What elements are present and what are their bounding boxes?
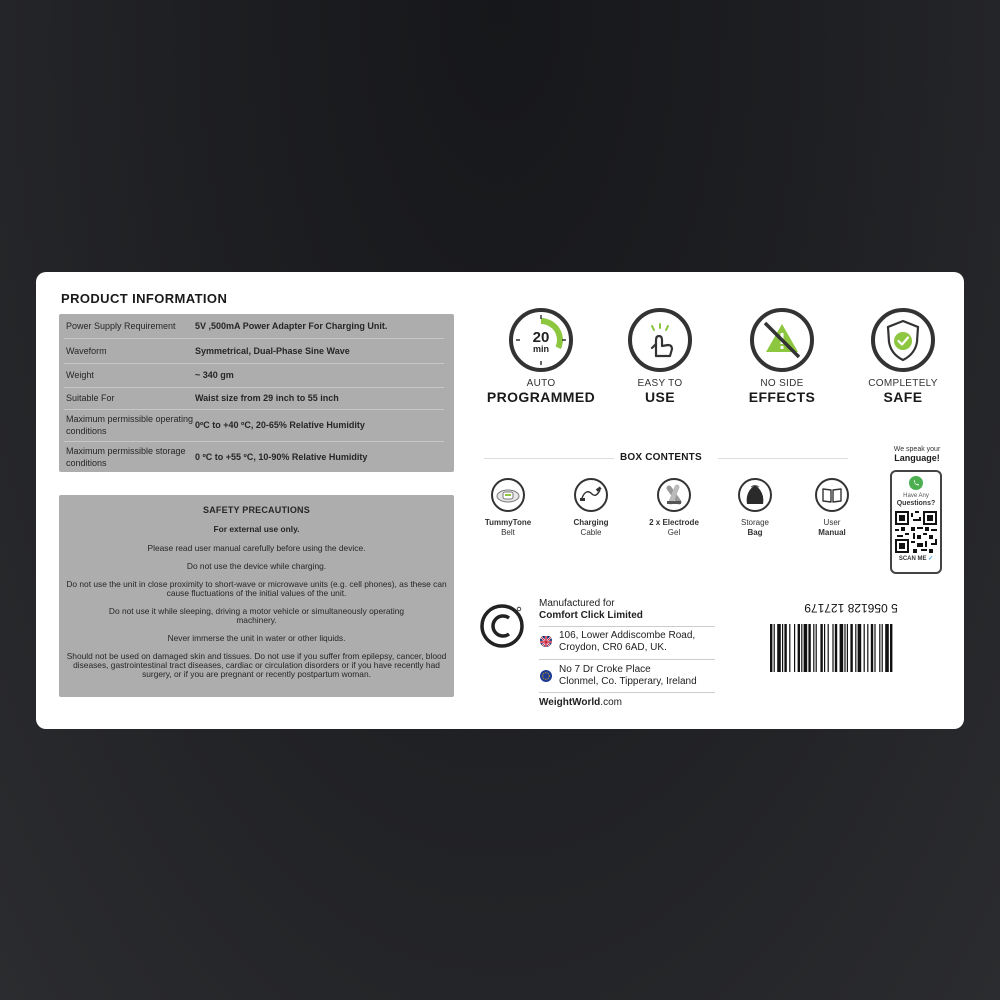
barcode-bar [890,624,892,672]
box-item-cable [556,478,626,538]
divider [539,692,715,693]
comfort-click-logo [479,603,525,649]
barcode-bar [885,624,889,672]
feature-small: COMPLETELY [868,378,938,389]
feature-small: AUTO [526,378,556,389]
info-key: Waveform [66,345,107,356]
info-value: Waist size from 29 inch to 55 inch [195,393,339,403]
barcode-bar [871,624,873,672]
product-info-table [59,314,454,472]
language-heading: We speak your Language! [893,446,941,463]
barcode-bar [864,624,865,672]
feature-big: EFFECTS [748,389,816,405]
website-link[interactable]: WeightWorld.com [539,697,622,708]
barcode-bar [832,624,833,672]
timer-number: 20 [532,329,550,346]
shield-check-icon [871,308,935,372]
manufacturer-block [539,598,719,708]
box-item-label: Charging Cable [573,518,609,537]
safety-line: Never immerse the unit in water or other liquids. [167,632,346,643]
info-value: Symmetrical, Dual-Phase Sine Wave [195,345,350,356]
safety-line: Do not use the unit in close proximity to short-wave or microwave units (e.g. cell phones), as these can cause fluctuations of the initial values of the unit. [66,578,447,598]
barcode-bar [798,624,800,672]
feature-completely-safe [848,308,958,405]
info-value: ~ 340 gm [195,370,234,380]
uk-flag-icon [540,635,552,647]
barcode-bar [804,624,808,672]
box-item-label: Storage Bag [740,518,770,537]
info-row [59,441,454,472]
feature-big: SAFE [883,389,923,405]
barcode-bar [782,624,783,672]
feature-small: NO SIDE [760,378,804,389]
barcode-bar [855,624,856,672]
barcode-bar [777,624,781,672]
safety-precautions-box [59,495,454,697]
box-item-label: User Manual [818,518,846,537]
barcode-bar [813,624,814,672]
timer-20-min-icon [509,308,573,372]
qr-code[interactable] [895,511,937,553]
box-item-label: TummyTone Belt [484,518,532,537]
barcode-bar [801,624,802,672]
check-icon: ✓ [928,556,934,562]
barcode-bar [867,624,868,672]
barcode-bar [824,624,825,672]
divider [539,659,715,660]
barcode-bar [794,624,795,672]
feature-big: PROGRAMMED [486,389,596,405]
barcode-digits: 5 056128 127179 [804,604,898,615]
timer-unit: min [532,344,550,354]
whatsapp-icon [909,476,923,490]
box-item-gel [639,478,709,538]
barcode [766,604,936,670]
divider [539,626,715,627]
info-value: 0ºC to +40 ºC, 20-65% Relative Humidity [195,420,365,430]
box-item-label: 2 x Electrode Gel [649,518,699,537]
info-row [59,338,454,363]
barcode-bar [835,624,837,672]
barcode-bar [847,624,848,672]
barcode-bar [858,624,862,672]
info-row [59,363,454,387]
barcode-bar [820,624,822,672]
no-warning-icon [750,308,814,372]
company-name: Comfort Click Limited [539,610,643,621]
info-key: Maximum permissible operating conditions [66,414,194,436]
info-value: 5V ,500mA Power Adapter For Charging Unit. [195,321,388,331]
safety-line: Do not use it while sleeping, driving a motor vehicle or simultaneously operating machinery. [108,605,405,625]
feature-auto-programmed [486,308,596,405]
whatsapp-qr-box[interactable] [890,470,942,574]
have-any-text: Have Any [903,493,929,499]
safety-title: SAFETY PRECAUTIONS [203,505,310,515]
manufactured-for-label: Manufactured for [539,598,615,609]
user-manual-icon [815,478,849,512]
info-row [59,314,454,338]
barcode-bar [874,624,875,672]
eu-flag-icon [540,670,552,682]
safety-line: Do not use the device while charging. [186,561,327,571]
feature-easy-to-use [605,308,715,405]
box-item-manual [797,478,867,538]
box-item-belt [473,478,543,538]
storage-bag-icon [738,478,772,512]
scan-me-text: SCAN ME ✓ [898,556,934,562]
questions-text: Questions? [896,500,936,507]
finger-tap-icon [628,308,692,372]
safety-line: Please read user manual carefully before using the device. [147,542,366,553]
info-key: Suitable For [66,393,115,403]
barcode-bar [808,624,810,672]
barcode-bar [850,624,852,672]
info-value: 0 ºC to +55 ºC, 10-90% Relative Humidity [195,451,368,462]
barcode-bar [882,624,883,672]
box-contents-title: BOX CONTENTS [620,452,702,463]
safety-line: For external use only. [213,524,300,534]
barcode-bar [789,624,790,672]
barcode-bar [784,624,786,672]
divider [484,458,614,459]
box-item-bag [720,478,790,538]
barcode-bar [774,624,775,672]
divider [718,458,848,459]
feature-big: USE [645,389,675,405]
barcode-bar [844,624,845,672]
info-key: Weight [66,370,94,380]
barcode-bar [879,624,880,672]
tummytone-belt-icon [491,478,525,512]
product-label-card [36,272,964,729]
feature-small: EASY TO [637,378,683,389]
barcode-bar [770,624,772,672]
barcode-bar [816,624,817,672]
info-key: Power Supply Requirement [66,321,176,331]
product-info-title: PRODUCT INFORMATION [61,291,228,306]
electrode-gel-icon [657,478,691,512]
info-key: Maximum permissible storage conditions [66,445,186,468]
uk-address: 106, Lower Addiscombe Road, Croydon, CR0 6AD, UK. [559,630,696,653]
eu-address: No 7 Dr Croke Place Clonmel, Co. Tipperary, Ireland [559,664,697,687]
safety-line: Should not be used on damaged skin and tissues. Do not use if you suffer from epilepsy, cancer, blood diseases, gastrointestinal tract diseases, cardiac or circulation disorders or if you have recently had surgery, or if you are pregnant or recently postpartum woman. [66,651,447,679]
barcode-bar [840,624,844,672]
feature-no-side-effects [727,308,837,405]
barcode-bar [828,624,829,672]
charging-cable-icon [574,478,608,512]
info-row [59,409,454,441]
info-row [59,387,454,409]
